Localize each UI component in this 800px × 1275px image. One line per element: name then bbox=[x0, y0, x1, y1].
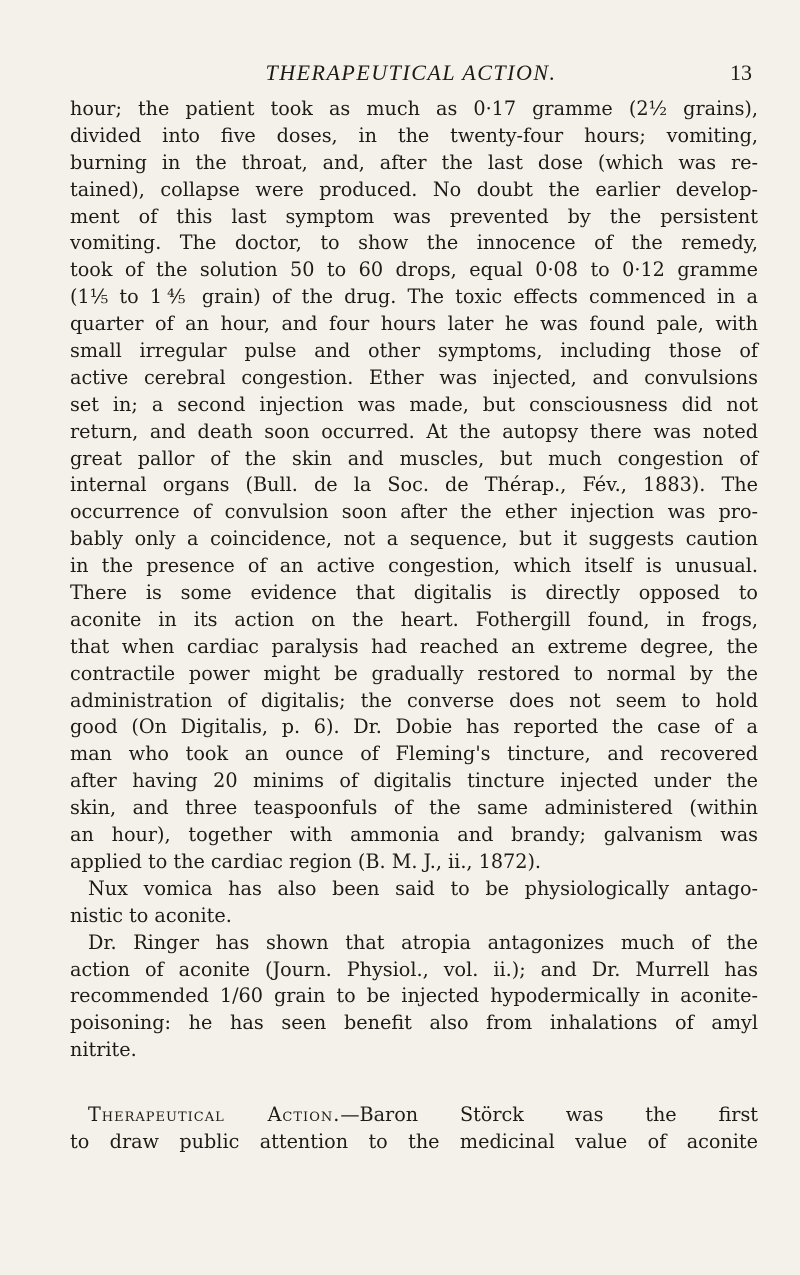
section-line: to draw public attention to the medicinal value of aconite bbox=[70, 1129, 758, 1153]
text-line: applied to the cardiac region (B. M. J., ii., 1872). bbox=[70, 849, 542, 873]
text-line: divided into five doses, in the twenty-four hours; vomiting, bbox=[70, 123, 758, 147]
text-line: recommended 1/60 grain to be injected hypodermically in aconite- bbox=[70, 984, 758, 1008]
text-line: burning in the throat, and, after the last dose (which was re- bbox=[70, 150, 758, 174]
text-line: vomiting. The doctor, to show the innocence of the remedy, bbox=[70, 231, 758, 255]
text-line: occurrence of convulsion soon after the ether injection was pro- bbox=[70, 500, 758, 524]
text-line: nitrite. bbox=[70, 1038, 137, 1062]
text-line: quarter of an hour, and four hours later he was found pale, with bbox=[70, 312, 758, 336]
text-line: active cerebral congestion. Ether was injected, and convulsions bbox=[70, 365, 758, 389]
text-line: tained), collapse were produced. No doubt the earlier develop- bbox=[70, 177, 758, 201]
text-line: man who took an ounce of Fleming's tincture, and recovered bbox=[70, 742, 758, 766]
section-gap bbox=[70, 1064, 758, 1102]
text-line: took of the solution 50 to 60 drops, equal 0·08 to 0·12 gramme bbox=[70, 258, 758, 282]
text-line: aconite in its action on the heart. Fothergill found, in frogs, bbox=[70, 607, 758, 631]
text-line: There is some evidence that digitalis is directly opposed to bbox=[70, 581, 758, 605]
text-line: small irregular pulse and other symptoms, including those of bbox=[70, 339, 758, 363]
section-first-line bbox=[70, 1102, 758, 1129]
page-header bbox=[70, 60, 752, 92]
text-line: after having 20 minims of digitalis tincture injected under the bbox=[70, 769, 758, 793]
text-line: return, and death soon occurred. At the autopsy there was noted bbox=[70, 419, 758, 443]
section-line: —Baron Störck was the first bbox=[340, 1103, 758, 1127]
text-line: that when cardiac paralysis had reached an extreme degree, the bbox=[70, 634, 758, 658]
text-line: skin, and three teaspoonfuls of the same administered (within bbox=[70, 796, 758, 820]
text-line: poisoning: he has seen benefit also from inhalations of amyl bbox=[70, 1011, 758, 1035]
text-line: set in; a second injection was made, but consciousness did not bbox=[70, 392, 758, 416]
text-line: great pallor of the skin and muscles, but much congestion of bbox=[70, 446, 758, 470]
body-text bbox=[70, 96, 758, 1156]
text-line: internal organs (Bull. de la Soc. de Thérap., Fév., 1883). The bbox=[70, 473, 758, 497]
text-line: in the presence of an active congestion, which itself is unusual. bbox=[70, 554, 758, 578]
text-line: ment of this last symptom was prevented by the persistent bbox=[70, 204, 758, 228]
text-line: administration of digitalis; the converse does not seem to hold bbox=[70, 688, 758, 712]
text-line: good (On Digitalis, p. 6). Dr. Dobie has reported the case of a bbox=[70, 715, 758, 739]
text-line: hour; the patient took as much as 0·17 gramme (2½ grains), bbox=[70, 97, 758, 120]
text-line: nistic to aconite. bbox=[70, 903, 232, 927]
text-line: (1⅕ to 1⅘ grain) of the drug. The toxic effects commenced in a bbox=[70, 285, 758, 309]
text-line: bably only a coincidence, not a sequence, but it suggests caution bbox=[70, 527, 758, 551]
text-line: Nux vomica has also been said to be physiologically antago- bbox=[88, 876, 758, 900]
section-heading: Therapeutical Action. bbox=[88, 1103, 341, 1127]
running-title: THERAPEUTICAL ACTION. bbox=[265, 60, 557, 85]
page-number: 13 bbox=[730, 60, 752, 85]
text-line: action of aconite (Journ. Physiol., vol. ii.); and Dr. Murrell has bbox=[70, 957, 758, 981]
text-line: contractile power might be gradually restored to normal by the bbox=[70, 661, 758, 685]
text-line: an hour), together with ammonia and brandy; galvanism was bbox=[70, 823, 758, 847]
text-line: Dr. Ringer has shown that atropia antagonizes much of the bbox=[88, 930, 758, 954]
